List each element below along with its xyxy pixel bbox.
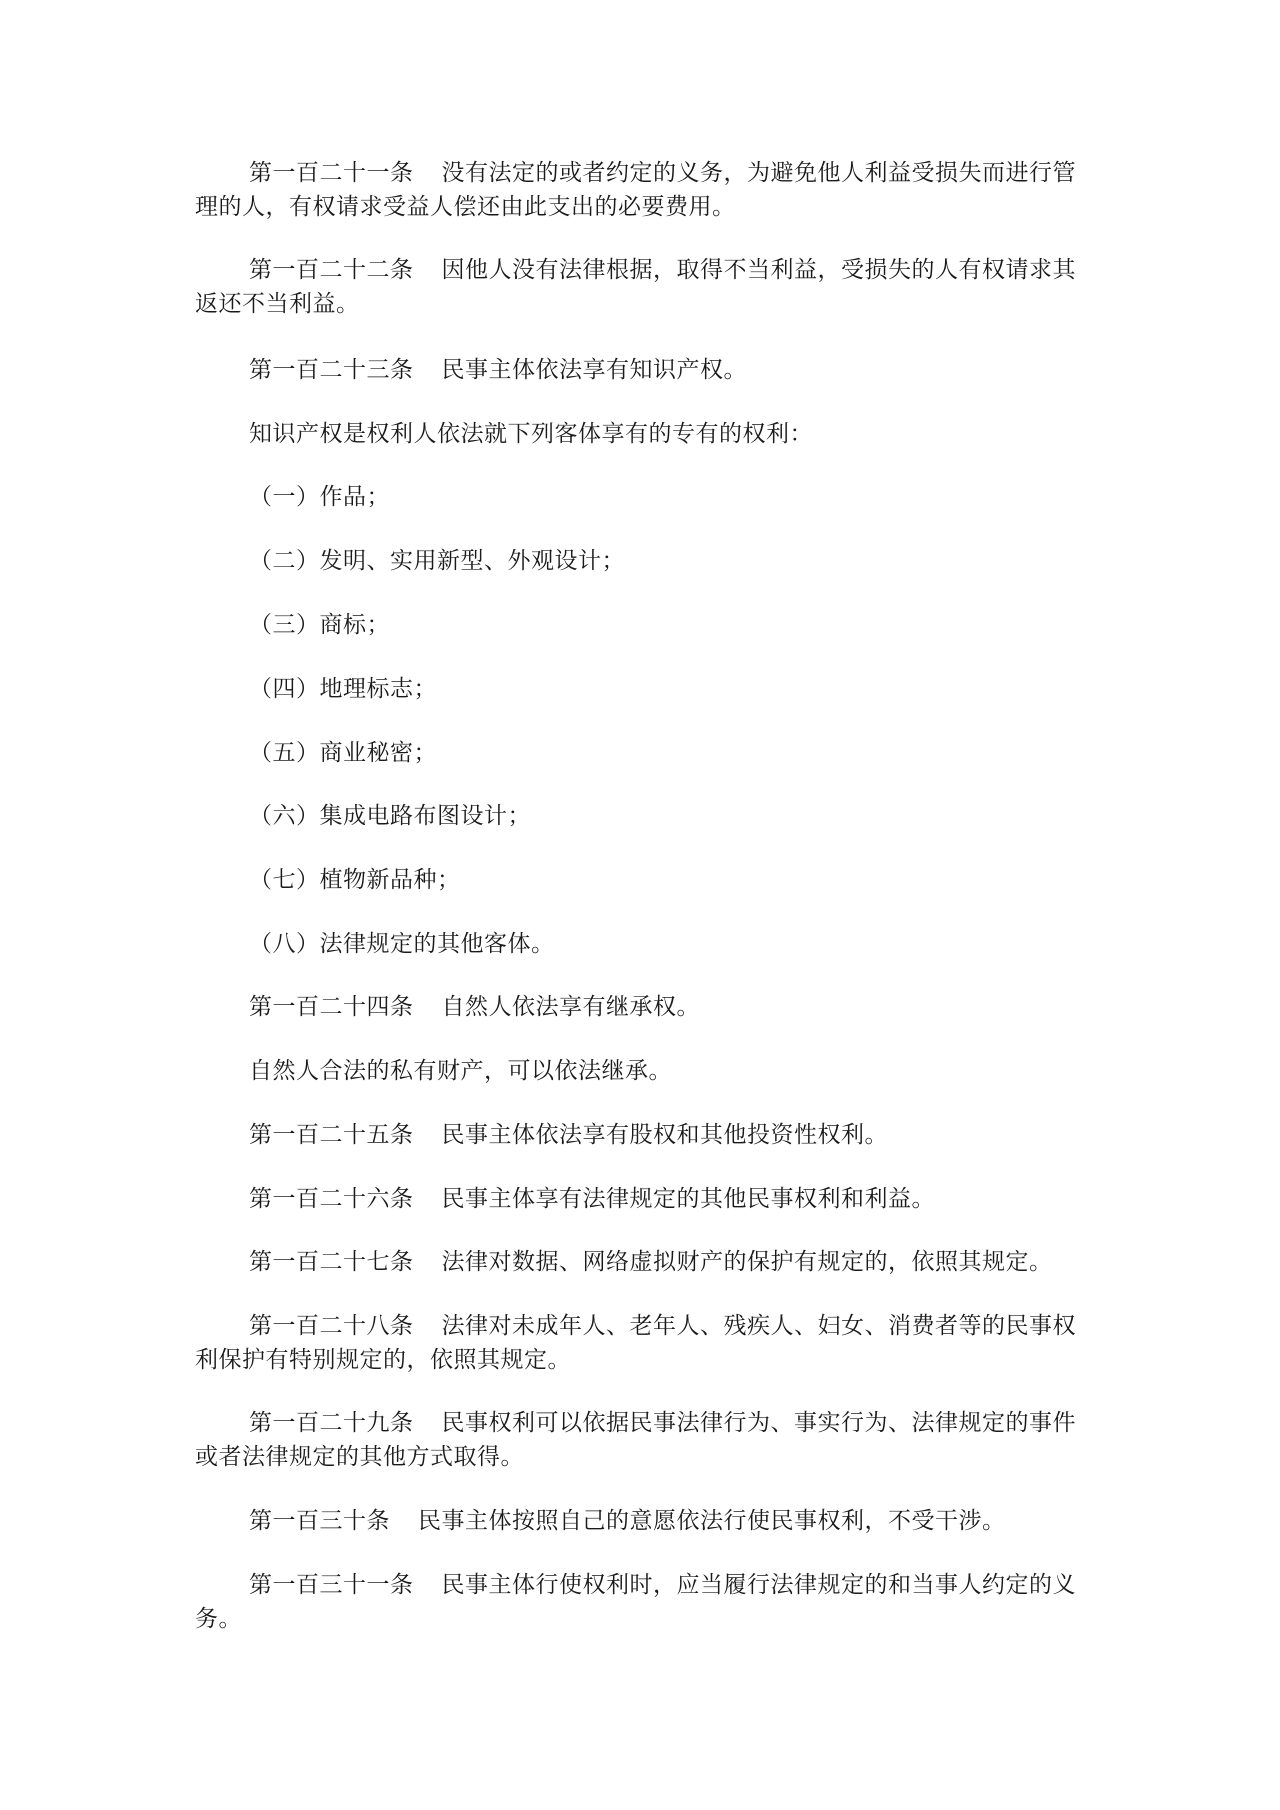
article-text: 民事主体享有法律规定的其他民事权利和利益。 — [441, 1186, 935, 1212]
article-text: 法律对数据、网络虚拟财产的保护有规定的，依照其规定。 — [441, 1249, 1053, 1275]
article-122 — [195, 253, 1090, 321]
article-number: 第一百二十九条 — [249, 1410, 414, 1436]
list-item: （二）发明、实用新型、外观设计； — [249, 548, 625, 574]
article-124 — [195, 990, 1090, 1024]
article-text: 民事权利可以依据民事法律行为、事实行为、法律规定的事件或者法律规定的其他方式取得。 — [195, 1410, 1076, 1470]
article-131 — [195, 1568, 1090, 1636]
paragraph-inheritance: 自然人合法的私有财产，可以依法继承。 — [249, 1058, 672, 1084]
list-item: （七）植物新品种； — [249, 867, 461, 893]
article-number: 第一百二十四条 — [249, 994, 414, 1020]
list-item: （六）集成电路布图设计； — [249, 803, 531, 829]
article-127 — [195, 1245, 1090, 1279]
article-number: 第一百二十二条 — [249, 257, 414, 283]
article-text: 民事主体依法享有知识产权。 — [441, 357, 747, 383]
article-130 — [195, 1504, 1090, 1538]
list-item: （五）商业秘密； — [249, 740, 437, 766]
list-item: （一）作品； — [249, 484, 390, 510]
article-125 — [195, 1118, 1090, 1152]
list-item: （八）法律规定的其他客体。 — [249, 931, 555, 957]
article-text: 民事主体按照自己的意愿依法行使民事权利，不受干涉。 — [418, 1508, 1006, 1534]
article-123 — [195, 353, 1090, 387]
article-number: 第一百三十条 — [249, 1508, 390, 1534]
article-number: 第一百二十一条 — [249, 160, 414, 186]
article-126 — [195, 1182, 1090, 1216]
article-number: 第一百二十三条 — [249, 357, 414, 383]
article-number: 第一百三十一条 — [249, 1572, 414, 1598]
article-text: 法律对未成年人、老年人、残疾人、妇女、消费者等的民事权利保护有特别规定的，依照其规定。 — [195, 1313, 1076, 1373]
article-text: 自然人依法享有继承权。 — [441, 994, 700, 1020]
article-number: 第一百二十六条 — [249, 1186, 414, 1212]
article-text: 民事主体依法享有股权和其他投资性权利。 — [441, 1122, 888, 1148]
list-item: （三）商标； — [249, 612, 390, 638]
article-text: 没有法定的或者约定的义务，为避免他人利益受损失而进行管理的人，有权请求受益人偿还由此支出的必要费用。 — [195, 160, 1076, 220]
list-item: （四）地理标志； — [249, 676, 437, 702]
article-number: 第一百二十七条 — [249, 1249, 414, 1275]
paragraph-ip-intro: 知识产权是权利人依法就下列客体享有的专有的权利： — [249, 421, 813, 447]
article-number: 第一百二十八条 — [249, 1313, 414, 1339]
article-text: 因他人没有法律根据，取得不当利益，受损失的人有权请求其返还不当利益。 — [195, 257, 1076, 317]
article-number: 第一百二十五条 — [249, 1122, 414, 1148]
article-121 — [195, 156, 1090, 224]
article-128 — [195, 1309, 1090, 1377]
article-text: 民事主体行使权利时，应当履行法律规定的和当事人约定的义务。 — [195, 1572, 1076, 1632]
article-129 — [195, 1406, 1090, 1474]
